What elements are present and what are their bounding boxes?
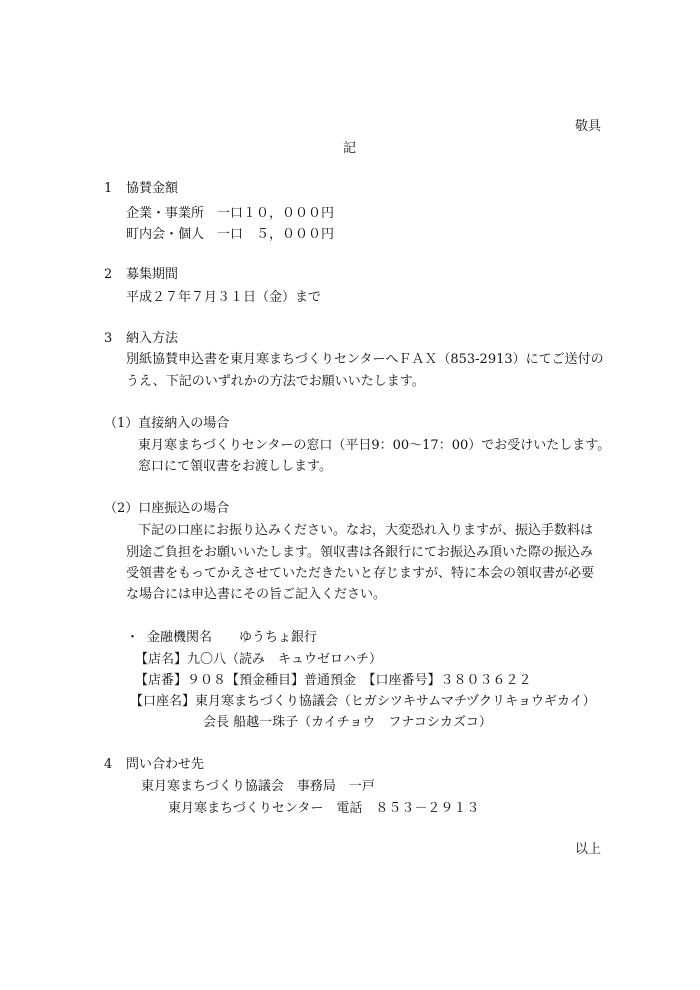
- bank-name: ゆうちょ銀行: [239, 630, 318, 645]
- section-4-line-1: 東月寒まちづくり協議会 事務局 一戸: [141, 779, 375, 794]
- section-3-line-2: うえ、下記のいずれかの方法でお願いいたします。: [126, 374, 425, 389]
- section-4-title: 問い合わせ先: [126, 757, 205, 772]
- direct-payment-line-1: 東月寒まちづくりセンターの窓口（平日9：00〜17：00）でお受けいたします。: [138, 438, 611, 453]
- section-3-line-1: 別紙協賛申込書を東月寒まちづくりセンターへＦＡＸ（853-2913）にてご送付の: [126, 352, 604, 367]
- bank-account-numbers: 【店番】９０８【預金種目】普通預金 【口座番号】３８０３６２２: [135, 673, 532, 688]
- section-2-line-1: 平成２７年７月３１日（金）まで: [126, 290, 322, 305]
- bank-account-holder-representative: 会長 船越一珠子（カイチョウ フナコシカズコ）: [203, 715, 492, 730]
- section-1-number: 1: [104, 181, 113, 196]
- section-1-line-1: 企業・事業所 一口１０，０００円: [126, 206, 335, 221]
- section-3-title: 納入方法: [126, 331, 179, 346]
- bank-branch: 【店名】九〇八（読み キュウゼロハチ）: [135, 652, 383, 667]
- transfer-line-3: 受領書をもってかえさせていただきたいと存じますが、特に本会の領収書が必要: [126, 566, 595, 581]
- transfer-heading: （2）口座振込の場合: [104, 501, 230, 516]
- transfer-line-4: な場合には申込書にその旨ご記入ください。: [126, 587, 387, 602]
- section-2-number: 2: [104, 267, 113, 282]
- section-1-line-2: 町内会・個人 一口 ５，０００円: [126, 227, 335, 242]
- direct-payment-line-2: 窓口にて領収書をお渡しします。: [138, 459, 332, 474]
- closing-ijo: 以上: [575, 842, 602, 857]
- bank-label: 金融機関名: [147, 630, 213, 645]
- direct-payment-heading: （1）直接納入の場合: [104, 416, 230, 431]
- ki-heading: 記: [343, 141, 357, 156]
- section-3-number: 3: [104, 331, 113, 346]
- section-1-title: 協賛金額: [126, 181, 179, 196]
- section-4-number: 4: [104, 757, 113, 772]
- bank-bullet: ・: [126, 630, 140, 645]
- closing-keigu: 敬具: [575, 119, 602, 134]
- section-2-title: 募集期間: [126, 267, 179, 282]
- section-4-line-2: 東月寒まちづくりセンター 電話 ８５３－２９１３: [168, 801, 480, 816]
- bank-account-holder: 【口座名】東月寒まちづくり協議会（ヒガシツキサムマチヅクリキョウギカイ）: [130, 694, 596, 709]
- transfer-line-2: 別途ご負担をお願いいたします。領収書は各銀行にてお振込み頂いた際の振込み: [126, 545, 593, 560]
- transfer-line-1: 下記の口座にお振り込みください。なお，大変恐れ入りますが、振込手数料は: [138, 523, 594, 538]
